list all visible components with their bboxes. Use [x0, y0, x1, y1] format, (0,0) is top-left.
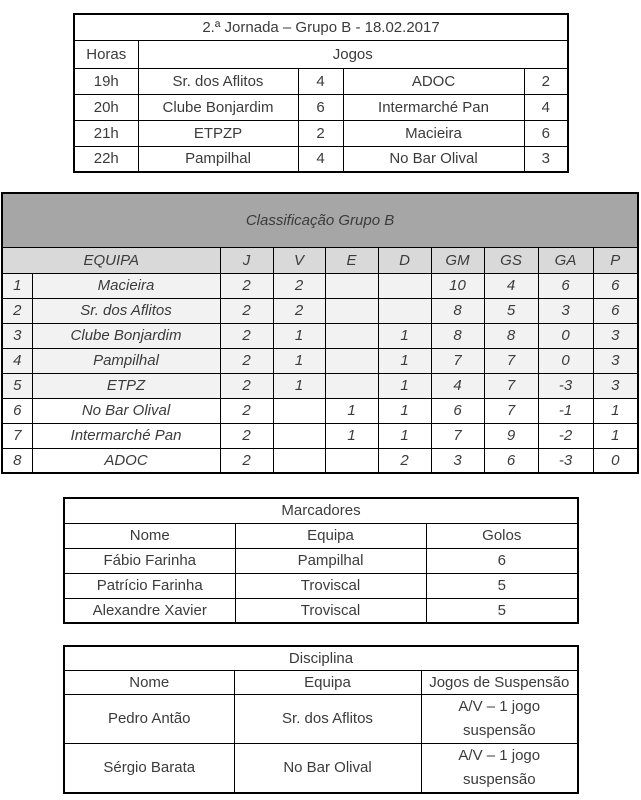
- nome-column-header: Nome: [64, 523, 235, 548]
- goals-against: 9: [484, 423, 538, 448]
- goals-for: 6: [431, 398, 484, 423]
- home-team: Sr. dos Aflitos: [138, 68, 298, 94]
- goals-against: 7: [484, 373, 538, 398]
- scorer-row: [64, 598, 578, 623]
- draws: [325, 373, 378, 398]
- player-name: Alexandre Xavier: [64, 598, 235, 623]
- games-played: 2: [220, 323, 273, 348]
- away-team: ADOC: [343, 68, 524, 94]
- games-column-header: Jogos: [138, 40, 568, 68]
- suspension-detail: A/V – 1 jogo suspensão: [421, 694, 578, 743]
- position: 6: [2, 398, 32, 423]
- v-column-header: V: [273, 247, 325, 273]
- games-played: 2: [220, 423, 273, 448]
- home-team: ETPZP: [138, 120, 298, 146]
- team-name: No Bar Olival: [32, 398, 220, 423]
- team-name: Intermarché Pan: [32, 423, 220, 448]
- points: 6: [593, 298, 638, 323]
- goals-against: 5: [484, 298, 538, 323]
- games-played: 2: [220, 298, 273, 323]
- losses: 2: [378, 448, 431, 473]
- player-team: Sr. dos Aflitos: [234, 694, 421, 743]
- golos-column-header: Golos: [426, 523, 578, 548]
- suspensao-column-header: Jogos de Suspensão: [421, 670, 578, 694]
- position: 4: [2, 348, 32, 373]
- equipa-column-header: EQUIPA: [2, 247, 220, 273]
- marcadores-table: [63, 497, 579, 624]
- team-name: Sr. dos Aflitos: [32, 298, 220, 323]
- gs-column-header: GS: [484, 247, 538, 273]
- jornada-title: 2.ª Jornada – Grupo B - 18.02.2017: [74, 14, 568, 40]
- goal-average: -1: [538, 398, 593, 423]
- wins: [273, 423, 325, 448]
- goal-average: 0: [538, 348, 593, 373]
- losses: 1: [378, 373, 431, 398]
- losses: 1: [378, 348, 431, 373]
- draws: [325, 298, 378, 323]
- draws: [325, 448, 378, 473]
- away-score: 2: [524, 68, 568, 94]
- jornada-table: [73, 13, 569, 173]
- player-name: Patrício Farinha: [64, 573, 235, 598]
- marcadores-title: Marcadores: [64, 498, 578, 523]
- match-row: [74, 68, 568, 94]
- standings-row: [2, 273, 638, 298]
- player-team: No Bar Olival: [234, 743, 421, 793]
- discipline-row: [64, 743, 578, 793]
- goals-for: 4: [431, 373, 484, 398]
- team-name: Macieira: [32, 273, 220, 298]
- goals-for: 10: [431, 273, 484, 298]
- team-name: ADOC: [32, 448, 220, 473]
- gm-column-header: GM: [431, 247, 484, 273]
- wins: 2: [273, 298, 325, 323]
- goals-against: 4: [484, 273, 538, 298]
- match-time: 21h: [74, 120, 138, 146]
- losses: 1: [378, 423, 431, 448]
- wins: 1: [273, 323, 325, 348]
- wins: [273, 448, 325, 473]
- points: 1: [593, 398, 638, 423]
- draws: [325, 273, 378, 298]
- goals-for: 8: [431, 298, 484, 323]
- position: 2: [2, 298, 32, 323]
- draws: [325, 348, 378, 373]
- goals-for: 8: [431, 323, 484, 348]
- points: 3: [593, 348, 638, 373]
- match-time: 20h: [74, 94, 138, 120]
- goal-average: -3: [538, 448, 593, 473]
- goals-against: 8: [484, 323, 538, 348]
- losses: 1: [378, 398, 431, 423]
- goals-count: 6: [426, 548, 578, 573]
- standings-row: [2, 323, 638, 348]
- home-score: 4: [298, 68, 343, 94]
- position: 7: [2, 423, 32, 448]
- disciplina-table: [63, 645, 579, 794]
- player-team: Troviscal: [235, 598, 426, 623]
- team-name: Clube Bonjardim: [32, 323, 220, 348]
- home-score: 6: [298, 94, 343, 120]
- home-team: Pampilhal: [138, 146, 298, 172]
- classificacao-table: [1, 192, 639, 474]
- home-score: 2: [298, 120, 343, 146]
- goals-count: 5: [426, 573, 578, 598]
- classificacao-title: Classificação Grupo B: [2, 193, 638, 247]
- goal-average: -3: [538, 373, 593, 398]
- standings-row: [2, 448, 638, 473]
- j-column-header: J: [220, 247, 273, 273]
- away-score: 6: [524, 120, 568, 146]
- ga-column-header: GA: [538, 247, 593, 273]
- scorer-row: [64, 548, 578, 573]
- standings-row: [2, 298, 638, 323]
- position: 8: [2, 448, 32, 473]
- losses: 1: [378, 323, 431, 348]
- goals-against: 7: [484, 398, 538, 423]
- draws: 1: [325, 423, 378, 448]
- games-played: 2: [220, 373, 273, 398]
- goal-average: 6: [538, 273, 593, 298]
- equipa-column-header: Equipa: [234, 670, 421, 694]
- home-team: Clube Bonjardim: [138, 94, 298, 120]
- team-name: Pampilhal: [32, 348, 220, 373]
- player-name: Fábio Farinha: [64, 548, 235, 573]
- hours-column-header: Horas: [74, 40, 138, 68]
- team-name: ETPZ: [32, 373, 220, 398]
- points: 3: [593, 323, 638, 348]
- goals-against: 6: [484, 448, 538, 473]
- nome-column-header: Nome: [64, 670, 234, 694]
- games-played: 2: [220, 398, 273, 423]
- scorer-row: [64, 573, 578, 598]
- losses: [378, 273, 431, 298]
- points: 0: [593, 448, 638, 473]
- match-row: [74, 120, 568, 146]
- wins: [273, 398, 325, 423]
- goal-average: 0: [538, 323, 593, 348]
- equipa-column-header: Equipa: [235, 523, 426, 548]
- standings-row: [2, 423, 638, 448]
- e-column-header: E: [325, 247, 378, 273]
- points: 3: [593, 373, 638, 398]
- draws: [325, 323, 378, 348]
- goal-average: 3: [538, 298, 593, 323]
- home-score: 4: [298, 146, 343, 172]
- points: 1: [593, 423, 638, 448]
- goals-for: 7: [431, 423, 484, 448]
- discipline-row: [64, 694, 578, 743]
- player-name: Sérgio Barata: [64, 743, 234, 793]
- games-played: 2: [220, 448, 273, 473]
- away-score: 3: [524, 146, 568, 172]
- losses: [378, 298, 431, 323]
- games-played: 2: [220, 273, 273, 298]
- suspension-detail: A/V – 1 jogo suspensão: [421, 743, 578, 793]
- p-column-header: P: [593, 247, 638, 273]
- player-team: Pampilhal: [235, 548, 426, 573]
- away-score: 4: [524, 94, 568, 120]
- match-row: [74, 146, 568, 172]
- match-time: 22h: [74, 146, 138, 172]
- match-row: [74, 94, 568, 120]
- goals-for: 3: [431, 448, 484, 473]
- position: 5: [2, 373, 32, 398]
- points: 6: [593, 273, 638, 298]
- position: 3: [2, 323, 32, 348]
- player-name: Pedro Antão: [64, 694, 234, 743]
- wins: 2: [273, 273, 325, 298]
- away-team: No Bar Olival: [343, 146, 524, 172]
- goals-against: 7: [484, 348, 538, 373]
- match-time: 19h: [74, 68, 138, 94]
- standings-row: [2, 398, 638, 423]
- position: 1: [2, 273, 32, 298]
- away-team: Macieira: [343, 120, 524, 146]
- d-column-header: D: [378, 247, 431, 273]
- away-team: Intermarché Pan: [343, 94, 524, 120]
- player-team: Troviscal: [235, 573, 426, 598]
- goals-for: 7: [431, 348, 484, 373]
- goal-average: -2: [538, 423, 593, 448]
- standings-row: [2, 373, 638, 398]
- wins: 1: [273, 348, 325, 373]
- disciplina-title: Disciplina: [64, 646, 578, 670]
- wins: 1: [273, 373, 325, 398]
- standings-row: [2, 348, 638, 373]
- games-played: 2: [220, 348, 273, 373]
- draws: 1: [325, 398, 378, 423]
- goals-count: 5: [426, 598, 578, 623]
